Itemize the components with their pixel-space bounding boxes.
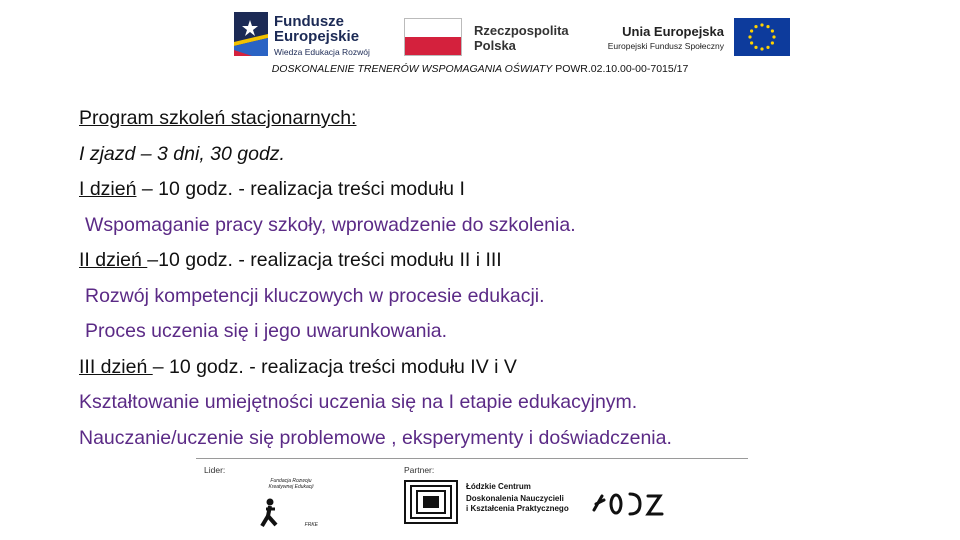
eu-star — [766, 46, 769, 49]
eu-star — [766, 25, 769, 28]
poland-flag-icon — [404, 18, 462, 56]
day1-line — [79, 175, 939, 211]
project-number: POWR.02.10.00-00-7015/17 — [552, 63, 689, 75]
partner-logo-line1: Łódzkie Centrum — [466, 482, 531, 491]
eu-star — [771, 29, 774, 32]
zjazd-line: I zjazd – 3 dni, 30 godz. — [79, 142, 285, 165]
project-line — [0, 63, 960, 75]
lider-label: Lider: — [204, 465, 226, 475]
lodz-logo — [590, 488, 670, 518]
ue-logo-line2: Europejski Fundusz Społeczny — [607, 41, 724, 51]
day2-desc: –10 godz. - realizacja treści modułu II i III — [147, 249, 502, 271]
eu-star — [754, 46, 757, 49]
partner-logo — [404, 480, 569, 526]
eu-star — [748, 35, 751, 38]
lider-logo-abbr: FRKE — [304, 522, 318, 528]
day3-topic2: Nauczanie/uczenie się problemowe , eksperymenty i doświadczenia. — [79, 426, 672, 449]
rzeczpospolita-polska-logo — [404, 18, 584, 60]
day1-desc: – 10 godz. - realizacja treści modułu I — [136, 178, 465, 200]
day3-desc: – 10 godz. - realizacja treści modułu IV i V — [152, 355, 517, 378]
program-title: Program szkoleń stacjonarnych: — [79, 107, 357, 129]
day3-topic1: Kształtowanie umiejętności uczenia się na I etapie edukacyjnym. — [79, 391, 638, 413]
day2-topic2: Proces uczenia się i jego uwarunkowania. — [85, 320, 448, 342]
eu-star — [760, 23, 763, 26]
eu-star — [750, 29, 753, 32]
fe-logo-line1: Fundusze — [274, 13, 344, 30]
day1-label: I dzień — [79, 178, 137, 200]
rp-logo-line2: Polska — [474, 38, 516, 53]
fundusze-europejskie-logo — [234, 12, 374, 58]
eu-star — [754, 25, 757, 28]
eu-star — [771, 41, 774, 44]
day1-topic: Wspomaganie pracy szkoły, wprowadzenie do szkolenia. — [85, 213, 576, 236]
day2-label: II dzień — [79, 249, 148, 271]
partner-logo-line3: i Kształcenia Praktycznego — [466, 504, 569, 513]
fe-logo-line3: Wiedza Edukacja Rozwój — [274, 47, 370, 57]
fundusze-europejskie-star-icon — [234, 12, 268, 56]
day3-line — [79, 353, 939, 389]
eu-flag-icon — [734, 18, 790, 56]
day3-label: III dzień — [79, 355, 153, 378]
fe-logo-line2: Europejskie — [274, 28, 360, 45]
partner-square-icon — [404, 480, 458, 524]
footer-divider — [196, 458, 748, 459]
lider-logo-name: Fundacja Rozwoju Kreatywnej Edukacji — [268, 478, 314, 490]
ue-logo-line1: Unia Europejska — [622, 24, 724, 39]
eu-star — [760, 47, 763, 50]
rp-logo-line1: Rzeczpospolita — [474, 23, 569, 38]
eu-star — [772, 35, 775, 38]
partner-logo-line2: Doskonalenia Nauczycieli — [466, 494, 564, 503]
day2-topic1: Rozwój kompetencji kluczowych w procesie edukacji. — [85, 284, 545, 307]
partner-label: Partner: — [404, 465, 435, 475]
program-content — [79, 104, 939, 459]
lider-logo — [256, 478, 318, 528]
unia-europejska-logo — [600, 18, 790, 58]
walking-figure-icon — [256, 478, 318, 528]
day2-line — [79, 246, 939, 282]
project-name: DOSKONALENIE TRENERÓW WSPOMAGANIA OŚWIATY — [271, 63, 553, 75]
eu-star — [750, 41, 753, 44]
program-title-line — [79, 104, 939, 140]
